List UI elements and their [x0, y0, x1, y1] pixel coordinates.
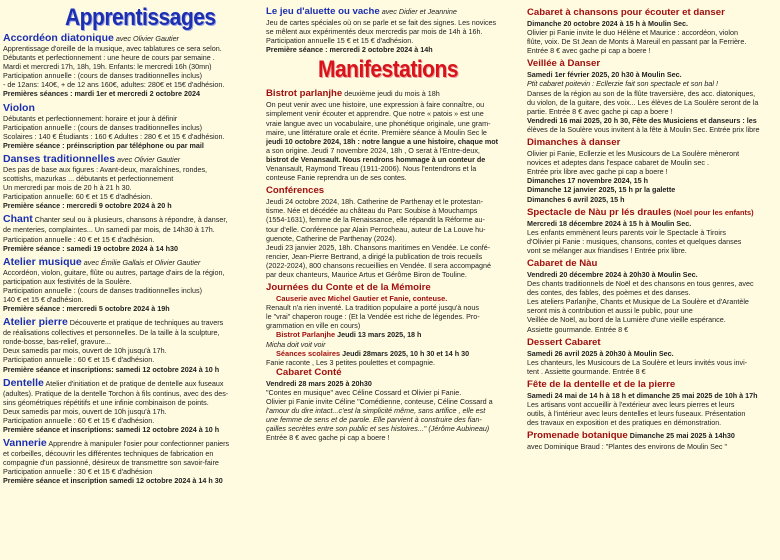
bistrot-line: Venansault, Raymond Tireau (1911-2006). Nous l'entendrons et la: [266, 164, 477, 174]
danses-line: Participation annuelle: 60 € et 15 € d'adhésion.: [3, 192, 153, 202]
atelier-pierre-first-session: Première séance et inscriptions: samedi 12 octobre 2024 à 10 h: [3, 364, 220, 374]
accordeon-first-session: Premières séances : mardi 1er et mercredi 2 octobre 2024: [3, 89, 200, 99]
cabaret-nau-heading: Cabaret de Nàu: [527, 257, 598, 269]
bistrot-line: simplement venir écouter et apprendre. Que notre « patois » est une: [266, 109, 484, 119]
seances-scolaires-date: Jeudi 28mars 2025, 10 h 30 et 14 h 30: [342, 348, 470, 358]
spectacle-line: Les enfants emmènent leurs parents voir le Spectacle à Tiroirs: [527, 227, 726, 237]
cabaret-conte-line: l'amour du dire intact...c'est la simplicité même, sans artifice , elle est: [266, 406, 486, 416]
column-events: [527, 0, 778, 560]
dentelle-line: sins géométriques répétitifs et une infinie combinaison de points.: [3, 397, 209, 407]
fete-line: des travaux en exposition et des pratiques en démonstration.: [527, 418, 722, 428]
alouette-line: Jeu de cartes spéciales où on se parle et se fait des signes. Les novices: [266, 18, 497, 27]
bistrot-line: a son origine. Jeudi 7 novembre 2024, 18h , O serat à l'Entre-deux,: [266, 145, 480, 155]
section-cabaret-chansons: [527, 7, 778, 55]
dentelle-line: (adultes). Pratique de la dentelle Torchon à fils continus, avec des des-: [3, 388, 229, 398]
danses-line: Un mercredi par mois de 20 h à 21 h 30.: [3, 183, 132, 193]
alouette-line: se mêlent aux expérimentés deux mercredis par mois de 14h à 16h.: [266, 27, 483, 37]
accordeon-line: Participation annuelle : (cours de danses traditionnelles inclus): [3, 71, 202, 81]
fete-heading: Fête de la dentelle et de la pierre: [527, 378, 676, 390]
accordeon-heading: Accordéon diatonique: [3, 32, 114, 44]
column-apprentissages: [3, 0, 260, 560]
promenade-heading: Promenade botanique: [527, 430, 628, 442]
cabaret-nau-line: Veillée de Noël, au bord de la Lumière d'une vieille espérance.: [527, 315, 726, 325]
manifestations-title: Manifestations: [318, 56, 459, 84]
accordeon-line: Débutants et perfectionnement : une heure de cours par semaine .: [3, 53, 215, 63]
section-promenade: [527, 430, 778, 451]
atelier-pierre-line: de réalisations collectives et personnelles. De la taille à la sculpture,: [3, 328, 220, 338]
cabaret-nau-line: seront mis à contribution et aussi le public, pour une: [527, 306, 693, 316]
conferences-line: par deux chanteurs, Maurice Artus et Gérôme Biron de Touline.: [266, 269, 467, 279]
causerie-line: grammation en ville en cours): [266, 321, 361, 331]
dessert-line: Les chanteurs, les Musicours de La Soulère et leurs invités vous invi-: [527, 357, 748, 367]
dimanches-date: Dimanches 6 avril 2025, 15 h: [527, 194, 625, 204]
conferences-line: tour d'elle. Conférence par Alain Perrocheau, auteur de La Louve hu-: [266, 224, 486, 234]
dentelle-line: Participation annuelle : 60 € et 15 € d'adhésion.: [3, 415, 155, 425]
danses-heading: Danses traditionnelles: [3, 152, 116, 165]
conferences-line: rencier, Jean-Pierre Bertrand, a dirigé la publication de trois recueils: [266, 251, 483, 261]
violon-first-session: Première séance : préinscription par téléphone ou par mail: [3, 140, 204, 150]
cabaret-conte-line: "Contes en musique" avec Céline Cossard et Olivier pi Fanie.: [266, 387, 462, 397]
vannerie-first-session: Première séance et inscription samedi 12 octobre 2024 à 14 h 30: [3, 476, 223, 486]
bistrot-line: jeudi 10 octobre 2024, 18h : notre langue a une histoire, chaque mot: [266, 136, 499, 146]
section-veillee: [527, 58, 778, 134]
seances-scolaires-heading: Séances scolaires: [276, 348, 341, 358]
section-bistrot: [266, 88, 520, 182]
alouette-first-date: mercredi 2 octobre 2024 à 14h: [329, 45, 433, 55]
atelier-musique-line: Participation annuelle : (cours de danses traditionnelles inclus): [3, 285, 202, 295]
accordeon-line: Apprentissage d'oreille de la musique, avec tablatures ce sera selon.: [3, 44, 222, 53]
vannerie-line: Apprendre à manipuler l'osier pour confectionner paniers: [48, 439, 230, 449]
bistrot-parlanjhe-line: Micha doit voit voir: [266, 339, 326, 349]
cabaret-nau-line: des contes, des fables, des poèmes et des danses.: [527, 288, 691, 298]
atelier-pierre-line: ronde-bosse, bas-relief, gravure...: [3, 337, 111, 347]
fete-line: Les artisans vont accueillir à l'extérieur avec leurs pierres et leurs: [527, 400, 735, 409]
dessert-line: tent . Assiette gourmande. Entrée 8 €: [527, 366, 646, 376]
dessert-date: Samedi 26 avril 2025 à 20h30 à Moulin Sec.: [527, 348, 674, 358]
bistrot-line: conteuse Fanie reprendra un de ses contes.: [266, 173, 407, 183]
chant-line: Chanter seul ou à plusieurs, chansons à répondre, à danser,: [34, 215, 228, 225]
section-atelier-pierre: [3, 316, 260, 373]
vannerie-line: compagnie d'un passionné, désireux de transmettre son savoir-faire: [3, 458, 219, 468]
dimanches-line: Entrée prix libre avec gache pi cap a boere !: [527, 167, 668, 177]
cabaret-nau-line: Les ateliers Parlanjhe, Chants et Musique de La Soulère et d'Arantèle: [527, 297, 749, 307]
bistrot-line: maire, une littérature orale et écrite. Première séance à Moulin Sec le: [266, 127, 487, 137]
conferences-line: Jeudi 23 janvier 2025, 18h. Chansons maritimes en Vendée. Le confé-: [266, 242, 491, 252]
alouette-line: Participation annuelle 15 € et 15 € d'adhésion.: [266, 36, 414, 46]
chant-first-session: Première séance : samedi 19 octobre 2024 à 14 h30: [3, 243, 178, 253]
causerie-line: le "vrai" chaperon rouge : (Et la Vendée est riche de légendes. Pro-: [266, 312, 480, 322]
danses-first-session: Première séance : mercredi 9 octobre 2024 à 20 h: [3, 201, 172, 211]
spectacle-sub: (Noël pour les enfants): [673, 207, 754, 217]
cabaret-nau-date: Vendredi 20 décembre 2024 à 20h30 à Moulin Sec.: [527, 269, 698, 279]
violon-line: Participation annuelle : (cours de danses traditionnelles inclus): [3, 122, 202, 132]
section-conferences: [266, 185, 520, 279]
dimanches-date: Dimanche 12 janvier 2025, 15 h pr la galette: [527, 185, 676, 195]
dimanches-line: Olivier pi Fanie, Ecllerzie et les Musicours de La Soulère mèneront: [527, 149, 740, 159]
veillee-line: Danses de la région au son de la flûte traversière, des acc. diatoniques,: [527, 88, 756, 98]
bistrot-parlanjhe-date: Jeudi 13 mars 2025, 18 h: [337, 330, 422, 340]
atelier-musique-line: Accordéon, violon, guitare, flûte ou autres, partage d'airs de la région,: [3, 267, 225, 277]
conferences-line: tisme. Née et décédée au château du Parc Soubise à Mouchamps: [266, 206, 478, 216]
atelier-pierre-line: Participation annuelle : 60 € et 15 € d'adhésion.: [3, 355, 155, 365]
atelier-musique-line: participation aux festivités de la Soulère.: [3, 276, 132, 286]
section-fete: [527, 379, 778, 427]
veillee-heading: Veillée à Danser: [527, 58, 601, 70]
alouette-hosts: avec Didier et Jeannine: [381, 7, 457, 16]
causerie-heading: Causerie avec Michel Gautier et Fanie, conteuse.: [276, 294, 448, 304]
cabaret-chansons-line: flûte, voix. De St Jean de Monts à Mareuil en passant par la Ferrière.: [527, 37, 747, 47]
danses-line: scottishs, mazurkas ... débutants et perfectionnement: [3, 174, 174, 184]
atelier-pierre-line: Deux samedis par mois, ouvert de 10h jusqu'à 17h.: [3, 346, 167, 356]
vannerie-heading: Vannerie: [3, 437, 47, 450]
violon-line: Débutants et perfectionnement: horaire et jour à définir: [3, 113, 178, 123]
violon-line: Scolaires : 140 € Étudiants : 160 € Adultes : 280 € et 15 € d'adhésion.: [3, 131, 225, 141]
dimanches-date: Dimanches 17 novembre 2024, 15 h: [527, 176, 649, 186]
dentelle-line: Atelier d'initiation et de pratique de dentelle aux fuseaux: [45, 378, 224, 388]
atelier-musique-first-session: Première séance : mercredi 5 octobre 2024 à 19h: [3, 304, 170, 314]
column-manifestations: [266, 0, 520, 560]
accordeon-line: - de 12ans: 140€, + de 12 ans 160€, adultes: 280€ et 15€ d'adhésion.: [3, 80, 225, 90]
danses-teacher: avec Olivier Gautier: [117, 154, 181, 164]
causerie-line: Renault n'a rien inventé. La tradition populaire a porté jusqu'à nous: [266, 303, 479, 313]
veillee-line: Ptit cabaret poitevin : Ecllerzie fait son spectacle et son bal !: [527, 79, 718, 89]
cabaret-nau-line: Assiette gourmande. Entrée 8 €: [527, 324, 629, 334]
dimanches-heading: Dimanches à danser: [527, 137, 621, 149]
spectacle-line: vont se mélanger aux friandises ! Entrée prix libre.: [527, 245, 687, 255]
cabaret-chansons-line: Olivier pi Fanie invite le duo Hélène et Maurice : accordéon, violon: [527, 28, 738, 38]
section-cabaret-nau: [527, 258, 778, 334]
danses-line: Des pas de base aux figures : Avant-deux, maraîchines, rondes,: [3, 164, 208, 174]
dimanches-line: novices et adeptes dans l'espace cabaret de Moulin sec .: [527, 158, 709, 168]
section-violon: [3, 102, 260, 150]
bistrot-line: bistrot de Venansault. Nous rendrons hommage à un conteur de: [266, 154, 486, 164]
promenade-date: Dimanche 25 mai 2025 à 14h30: [629, 431, 735, 441]
veillee-line: élèves de la Soulère vous invitent à la fête à Moulin Sec. Entrée prix libre: [527, 124, 760, 134]
section-danses: [3, 153, 260, 210]
conferences-heading: Conférences: [266, 185, 325, 197]
violon-heading: Violon: [3, 101, 35, 114]
dentelle-line: Deux samedis par mois, ouvert de 10h jusqu'à 17h.: [3, 406, 167, 416]
veillee-line: du violon, de la guitare, des voix... Les élèves de La Soulère seront de la: [527, 97, 759, 107]
chant-line: Participation annuelle : 40 € et 15 € d'adhésion.: [3, 234, 155, 244]
spectacle-line: d'Olivier pi Fanie : musiques, chansons, contes et quelques danses: [527, 236, 742, 246]
seances-scolaires-line: Fanie raconte , Les 3 petites poulettes et compagnie.: [266, 357, 436, 367]
atelier-musique-teachers: avec Émilie Gallais et Olivier Gautier: [83, 257, 201, 267]
conferences-line: guenote, Catherine de Parthenay (2024).: [266, 233, 397, 243]
section-dimanches: [527, 137, 778, 204]
cabaret-chansons-heading: Cabaret à chansons pour écouter et danser: [527, 7, 725, 18]
vannerie-line: Participation annuelle : 30 € et 15 € d'adhésion: [3, 467, 153, 477]
dessert-heading: Dessert Cabaret: [527, 336, 601, 348]
atelier-musique-heading: Atelier musique: [3, 255, 82, 268]
accordeon-line: Mardi et mercredi 17h, 18h, 19h. Enfants: le mercredi 16h (30mn): [3, 62, 212, 72]
bistrot-heading: Bistrot parlanjhe: [266, 88, 343, 100]
atelier-pierre-heading: Atelier pierre: [3, 316, 68, 329]
fete-line: outils, à l'intérieur avec leurs dentelles et leurs fuseaux. Présentation: [527, 409, 746, 419]
section-vannerie: [3, 437, 260, 485]
bistrot-line: vraie langue avec un vocabulaire, une phonétique originale, une gram-: [266, 118, 491, 128]
conferences-line: (2022-2024), 800 chansons recueillies en Vendée. Il sera accompagné: [266, 260, 491, 270]
alouette-heading: Le jeu d'aluette ou vache: [266, 6, 380, 17]
conferences-line: (1554-1631), femme de la Renaissance, elle répandit la Réforme au-: [266, 215, 485, 225]
vannerie-line: et corbeilles, découvrir les différentes techniques de fabrication en: [3, 449, 214, 459]
bistrot-line: On peut venir avec une histoire, une expression à faire connaître, ou: [266, 100, 485, 110]
cabaret-conte-line: çailles secrètes entre son public et ses histoires..." (Jérôme Aubineau): [266, 424, 490, 434]
section-accordeon: [3, 32, 260, 99]
section-atelier-musique: [3, 256, 260, 313]
section-chant: [3, 213, 260, 252]
cabaret-conte-heading: Cabaret Conté: [276, 366, 342, 378]
section-alouette: [266, 6, 520, 54]
veillee-line: Vendredi 16 mai 2025, 20 h 30, Fête des Musiciens et danseurs : les: [527, 115, 757, 125]
cabaret-chansons-date: Dimanche 20 octobre 2024 à 15 h à Moulin Sec.: [527, 19, 688, 28]
conferences-line: Jeudi 24 octobre 2024, 18h. Catherine de Parthenay et le protestan-: [266, 197, 483, 207]
alouette-first-label: Première séance :: [266, 45, 328, 55]
section-dessert: [527, 337, 778, 376]
promenade-line: avec Dominique Braud : "Plantes des environs de Moulin Sec ": [527, 442, 728, 452]
fete-date: Samedi 24 mai de 14 h à 18 h et dimanche 25 mai 2025 de 10h à 17h: [527, 390, 758, 400]
atelier-musique-line: 140 € et 15 € d'adhésion.: [3, 294, 84, 304]
bistrot-parlanjhe-heading: Bistrot Parlanjhe: [276, 330, 336, 340]
cabaret-conte-line: Olivier pi Fanie invite Céline "Comédienne, conteuse, Céline Cossard a: [266, 397, 493, 406]
accordeon-teacher: avec Olivier Gautier: [115, 34, 179, 43]
chant-line: de menteries, complaintes... Un samedi par mois, de 14h30 à 17h.: [3, 225, 215, 235]
atelier-pierre-line: Découverte et pratique de techniques au travers: [69, 318, 224, 328]
veillee-date: Samedi 1er février 2025, 20 h30 à Moulin Sec.: [527, 70, 682, 80]
cabaret-chansons-line: Entrée 8 € avec gache pi cap a boere !: [527, 46, 651, 56]
cabaret-conte-line: Entrée 8 € avec gache pi cap a boere !: [266, 433, 390, 443]
spectacle-date: Mercredi 18 décembre 2024 à 15 h à Moulin Sec.: [527, 218, 692, 228]
spectacle-heading: Spectacle de Nàu pr lés draules: [527, 206, 672, 218]
veillee-line: partie. Entrée 8 € avec gache pi cap a boere !: [527, 106, 673, 116]
dentelle-first-session: Première séance et inscriptions: samedi 12 octobre 2024 à 10 h: [3, 425, 220, 434]
section-dentelle: [3, 377, 260, 434]
apprentissages-title: Apprentissages: [65, 4, 216, 31]
section-journees: [266, 282, 520, 442]
cabaret-conte-line: une femme de sens et de parole. Elle parvient à construire des fian-: [266, 415, 482, 425]
chant-heading: Chant: [3, 213, 33, 226]
cabaret-nau-line: Des chants traditionnels de Noël et des chansons en tous genres, avec: [527, 279, 754, 289]
cabaret-conte-date: Vendredi 28 mars 2025 à 20h30: [266, 378, 372, 388]
journees-heading: Journées du Conte et de la Mémoire: [266, 282, 431, 294]
bistrot-sub: deuxième jeudi du mois à 18h: [344, 89, 440, 99]
section-spectacle: [527, 207, 778, 255]
dentelle-heading: Dentelle: [3, 376, 44, 389]
